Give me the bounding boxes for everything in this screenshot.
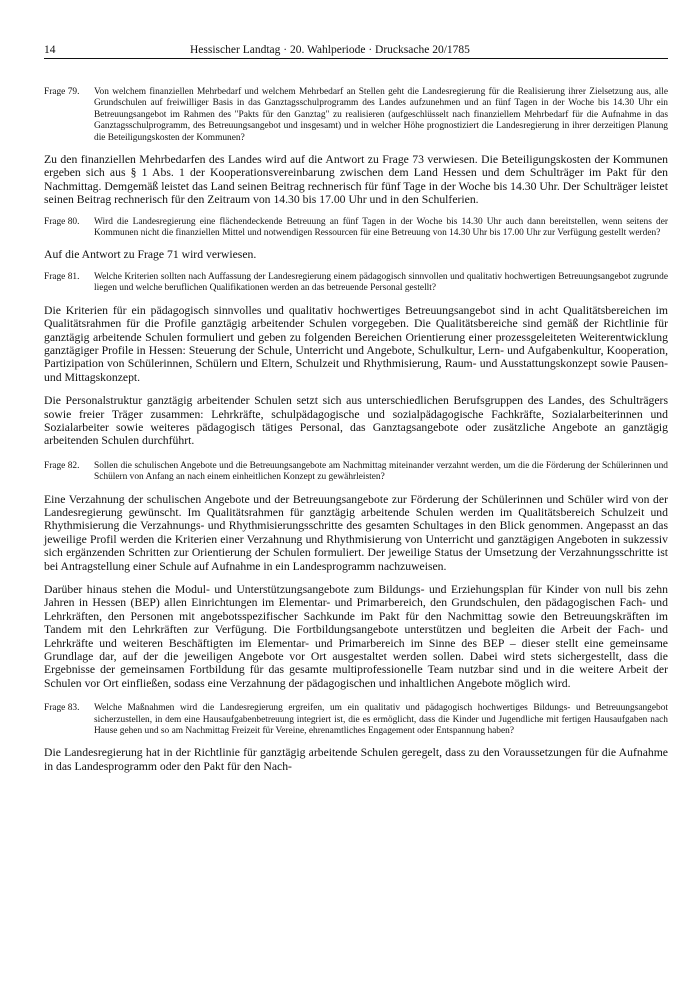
header-divider [44,58,668,59]
question-label: Frage 81. [44,271,80,282]
page-number: 14 [44,44,56,56]
page-header [44,42,668,58]
answer-79: Zu den finanziellen Mehrbedarfen des Landes wird auf die Antwort zu Frage 73 verwiesen. Die Beteiligungskosten der Kommunen ergeben sich aus § 1 Abs. 1 der Kooperationsvereinbarung zwischen dem Land Hessen und dem Schulträger im Pakt für den Nachmittag. Demgemäß leistet das Land seinen Beitrag rechnerisch für fünf Tage in der Woche bis 14.30 Uhr. Der Schulträger leistet seinen Beitrag rechnerisch für den Zeitraum von 14.30 bis 17.00 Uhr und in den Schulferien. [44,153,668,207]
question-label: Frage 80. [44,216,80,227]
question-label: Frage 83. [44,703,80,714]
question-82 [44,461,668,484]
answer-80: Auf die Antwort zu Frage 71 wird verwiesen. [44,248,257,262]
answer-83: Die Landesregierung hat in der Richtlinie für ganztägig arbeitende Schulen geregelt, dass zu den Voraussetzungen für die Aufnahme in das Landesprogramm oder den Pakt für den Nach- [44,746,668,773]
question-text: Wird die Landesregierung eine flächendeckende Betreuung an fünf Tagen in der Woche bis 14.30 Uhr auch dann bereitstellen, wenn seitens der Kommunen nicht die finanziellen Mittel und notwendigen Ressourcen für eine Betreuung von 14.30 Uhr bis 17.00 Uhr zur Verfügung gestellt werden? [94,216,668,239]
question-text: Welche Kriterien sollten nach Auffassung der Landesregierung einem pädagogisch sinnvollen und qualitativ hochwertigen Betreuungsangebot zugrunde liegen und welche beruflichen Qualifikationen werden an das betreuende Personal gestellt? [94,271,668,294]
answer-81-paragraph-1: Die Kriterien für ein pädagogisch sinnvolles und qualitativ hochwertiges Betreuungsangebot sind in acht Qualitätsbereichen im Qualitätsrahmen für die Profile ganztägig arbeitender Schulen vorgegeben. Die Qualitätsbereiche sind gemäß der Richtlinie für ganztägig arbeitende Schulen formuliert und geben zu folgenden Bereichen Orientierung einer prozessgeleiteten Weiterentwicklung ganztägiger Profile in Hessen: Steuerung der Schule, Unterricht und Angebote, Schulkultur, Lern- und Aufgabenkultur, Kooperation, Partizipation von Schülerinnen, Schülern und Eltern, Schulzeit und Rhythmisierung, Raum- und Ausstattungskonzept sowie Pausen- und Mittagskonzept. [44,303,668,384]
answer-82-paragraph-2: Darüber hinaus stehen die Modul- und Unterstützungsangebote zum Bildungs- und Erziehungsplan für Kinder von null bis zehn Jahren in Hessen (BEP) allen Einrichtungen im Elementar- und Primarbereich, den Grundschulen, den pädagogischen Fach- und Lehrkräften, den Personen mit angebotsspezifischer Sachkunde im Pakt für den Nachmittag sowie den Betreuungskräften im Tandem mit den Lehrkräften zur Verfügung. Die Fortbildungsangebote unterstützen und begleiten die Arbeit der Fach- und Lehrkräfte und weiteren Beschäftigten im Elementar- und Primarbereich im Sinne des BEP – dieser stellt eine gemeinsame Grundlage dar, auf der die jeweiligen Angebote vor Ort ausgestaltet werden sollen. Dabei wird stets sichergestellt, dass die Ergebnisse der gemeinsamen Fortbildung für das gesamte multiprofessionelle Team nutzbar sind und in die weitere Arbeit der Schulen vor Ort einfließen, sodass eine Verzahnung der pädagogischen und inhaltlichen Angebote möglich wird. [44,583,668,690]
question-83 [44,703,668,737]
question-text: Welche Maßnahmen wird die Landesregierung ergreifen, um ein qualitativ und pädagogisch hochwertiges Bildungs- und Betreuungsangebot sicherzustellen, in dem eine Hausaufgabenbetreuung integriert ist, die es ermöglicht, dass die Kinder und Jugendliche mit fertigen Hausaufgaben nach Hause gehen und so am Nachmittag Freizeit für Vereine, ehrenamtliches Engagement oder Entspannung haben? [94,703,668,737]
header-title: Hessischer Landtag · 20. Wahlperiode · Drucksache 20/1785 [190,44,470,56]
question-81 [44,272,668,295]
question-label: Frage 82. [44,460,80,471]
question-text: Sollen die schulischen Angebote und die Betreuungsangebote am Nachmittag miteinander verzahnt werden, um die die Förderung der Schülerinnen und Schülern von Anfang an nach einem einheitlichen Konzept zu gewährleisten? [94,460,668,483]
question-79 [44,87,668,144]
question-label: Frage 79. [44,87,80,97]
question-text: Von welchem finanziellen Mehrbedarf und welchem Mehrbedarf an Stellen geht die Landesregierung für die Realisierung ihrer Zielsetzung aus, alle Grundschulen auf freiwilliger Basis in das Ganztagsschulprogramm des Landes aufzunehmen und an fünf Tagen in der Woche bis 14.30 Uhr ein Betreuungsangebot im Rahmen des "Pakts für den Ganztag" zu realisieren (aufgeschlüsselt nach finanziellem Mehrbedarf für die Aufnahme in das Ganztagsschulprogramm, des Betreuungsangebot und insgesamt) und in welcher Höhe prognostiziert die Landesregierung in ihrer derzeitigen Planung die Beteiligungskosten der Kommunen? [94,87,668,143]
answer-82-paragraph-1: Eine Verzahnung der schulischen Angebote und der Betreuungsangebote zur Förderung der Schülerinnen und Schüler wird von der Landesregierung gewünscht. Im Qualitätsrahmen für ganztägig arbeitende Schulen werden im Qualitätsbereich Schulzeit und Rhythmisierung die Verzahnungs- und Rhythmisierungsschritte des gesamten Schultages in den Blick genommen. Angepasst an das jeweilige Profil werden die Kriterien einer Verzahnung und Rhythmisierung von Unterricht und ganztägigen Angeboten in sukzessiv sich ergänzenden Schritten zur Orientierung der Schulen formuliert. Der jeweilige Status der Umsetzung der Verzahnungsschritte ist bei Antragstellung einer Schule auf Aufnahme in ein Landesprogramm nachzuweisen. [44,492,668,573]
question-80 [44,217,668,240]
answer-81-paragraph-2: Die Personalstruktur ganztägig arbeitender Schulen setzt sich aus unterschiedlichen Berufsgruppen des Landes, des Schulträgers sowie freier Träger zusammen: Lehrkräfte, schulpädagogische und sozialpädagogische Fachkräfte, Sozialarbeiterinnen und Sozialarbeiter sowie weiteres pädagogisch tätiges Personal, das Ganztagsangebote oder zusätzliche Angebote an ganztägig arbeitenden Schulen durchführt. [44,394,668,448]
document-body [44,87,668,783]
